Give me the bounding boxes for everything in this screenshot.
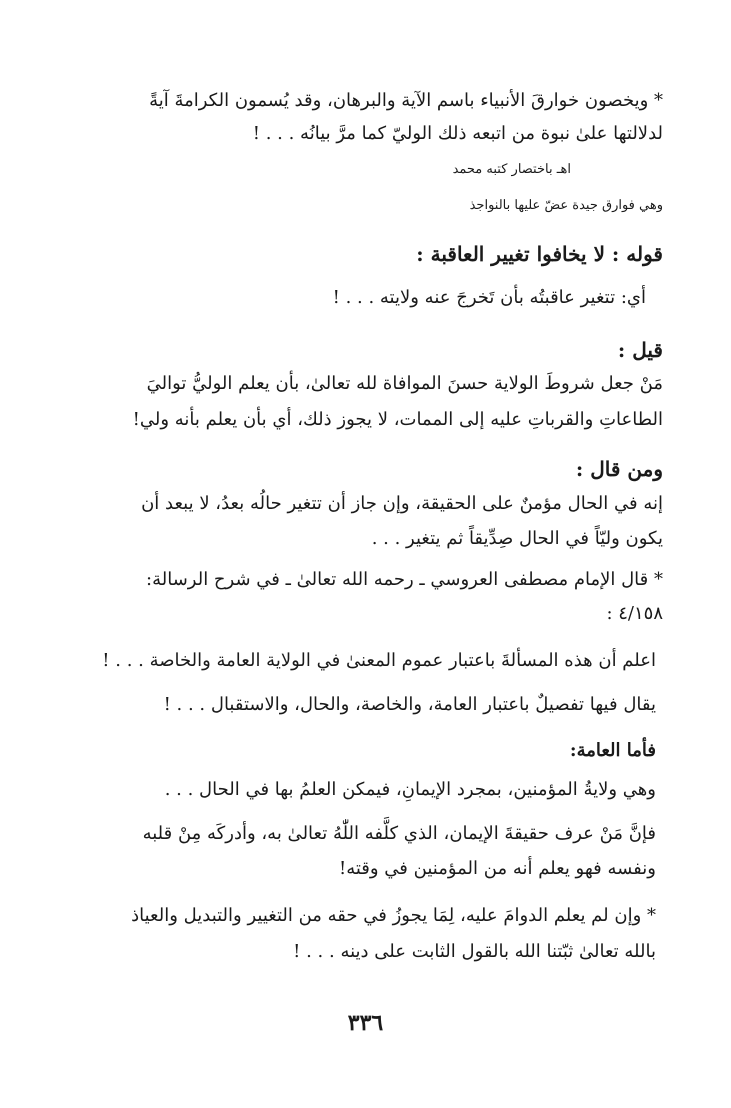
text-line: الطاعاتِ والقرباتِ عليه إلى الممات، لا يجوز ذلك، أي بأن يعلم بأنه ولي! bbox=[132, 409, 663, 430]
text-line: مَنْ جعل شروطَ الولاية حسنَ الموافاة لله تعالىٰ، بأن يعلم الوليُّ تواليَ bbox=[146, 373, 663, 394]
text-line: * قال الإمام مصطفى العروسي ـ رحمه الله تعالىٰ ـ في شرح الرسالة: bbox=[146, 569, 663, 590]
text-line: * ويخصون خوارقَ الأنبياء باسم الآية والبرهان، وقد يُسمون الكرامةَ آيةً bbox=[149, 90, 663, 111]
section-heading: ومن قال : bbox=[575, 457, 663, 481]
text-line: وهي ولايةُ المؤمنين، بمجرد الإيمانِ، فيمكن العلمُ بها في الحال . . . bbox=[164, 779, 656, 800]
text-line: فإنَّ مَنْ عرف حقيقةَ الإيمان، الذي كلَّفه اللّٰهُ تعالىٰ به، وأدركَه مِنْ قلبه bbox=[142, 823, 656, 844]
text-line: يقال فيها تفصيلٌ باعتبار العامة، والخاصة، والحال، والاستقبال . . . ! bbox=[163, 694, 656, 715]
note-line: وهي فوارق جيدة عضّ عليها بالنواجذ bbox=[469, 198, 663, 213]
text-line: اعلم أن هذه المسألةَ باعتبار عموم المعنىٰ في الولاية العامة والخاصة . . . ! bbox=[102, 650, 656, 671]
signature-note: اهـ باختصار كتبه محمد bbox=[452, 162, 571, 177]
text-line: بالله تعالىٰ ثبّتنا الله بالقول الثابت على دينه . . . ! bbox=[293, 941, 656, 962]
section-heading: قيل : bbox=[617, 338, 663, 362]
text-line: * وإن لم يعلم الدوامَ عليه، لِمَا يجوزُ في حقه من التغيير والتبديل والعياذ bbox=[131, 905, 656, 926]
page-number: ٣٣٦ bbox=[347, 1010, 384, 1036]
text-line: يكون وليّاً في الحال صِدِّيقاً ثم يتغير . . . bbox=[371, 528, 663, 549]
subheading: فأما العامة: bbox=[569, 740, 656, 761]
section-heading: قوله : لا يخافوا تغيير العاقبة : bbox=[416, 242, 663, 266]
text-line: ٤/١٥٨ : bbox=[606, 603, 663, 624]
text-line: ونفسه فهو يعلم أنه من المؤمنين في وقته! bbox=[338, 858, 656, 879]
text-line: إنه في الحال مؤمنٌ على الحقيقة، وإن جاز أن تتغير حالُه بعدُ، لا يبعد أن bbox=[141, 493, 663, 514]
text-line: أي: تتغير عاقبتُه بأن تَخرجَ عنه ولايته . . . ! bbox=[332, 287, 646, 308]
text-line: لدلالتها علىٰ نبوة من اتبعه ذلك الوليّ كما مرَّ بيانُه . . . ! bbox=[252, 123, 663, 144]
